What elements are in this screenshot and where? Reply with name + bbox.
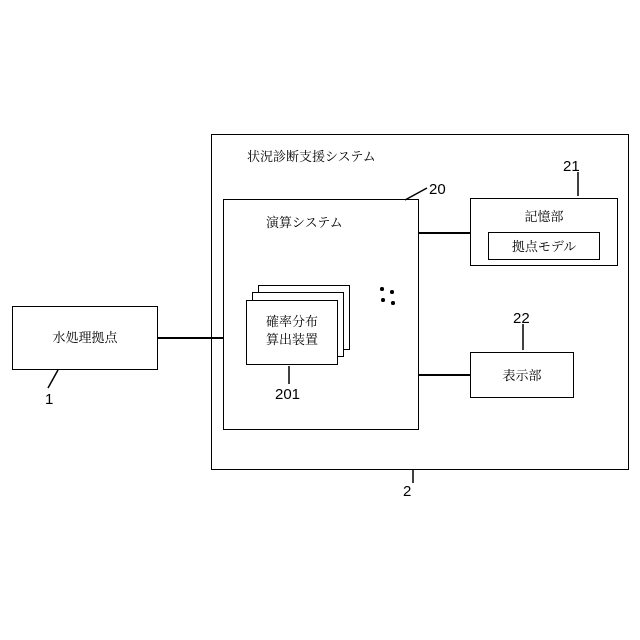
reference-numeral-1: 1	[45, 391, 54, 408]
reference-numeral-2: 2	[403, 483, 412, 500]
leader-line-21	[570, 172, 586, 200]
display-unit-label: 表示部	[502, 368, 542, 383]
memory-unit-label: 記憶部	[524, 209, 564, 224]
water-treatment-site-label: 水処理拠点	[52, 330, 118, 345]
probability-device-label: 確率分布 算出装置	[265, 314, 318, 347]
reference-numeral-20: 20	[429, 181, 446, 198]
ellipsis-dot-4	[391, 301, 395, 305]
ellipsis-dot-2	[390, 290, 394, 294]
leader-line-22	[515, 324, 531, 354]
compute-system-label: 演算システム	[266, 215, 343, 230]
leader-line-1	[40, 370, 66, 392]
ellipsis-dot-3	[381, 298, 385, 302]
site-model-label: 拠点モデル	[511, 239, 577, 254]
connector-compute-to-display	[419, 374, 470, 376]
reference-numeral-201: 201	[275, 386, 301, 403]
system-boundary-label: 状況診断支援システム	[247, 149, 376, 164]
reference-numeral-22: 22	[513, 310, 530, 327]
connector-site-to-compute	[158, 337, 223, 339]
ellipsis-dot-1	[380, 287, 384, 291]
reference-numeral-21: 21	[563, 158, 580, 175]
connector-compute-to-memory	[419, 232, 470, 234]
leader-line-201	[283, 366, 299, 388]
